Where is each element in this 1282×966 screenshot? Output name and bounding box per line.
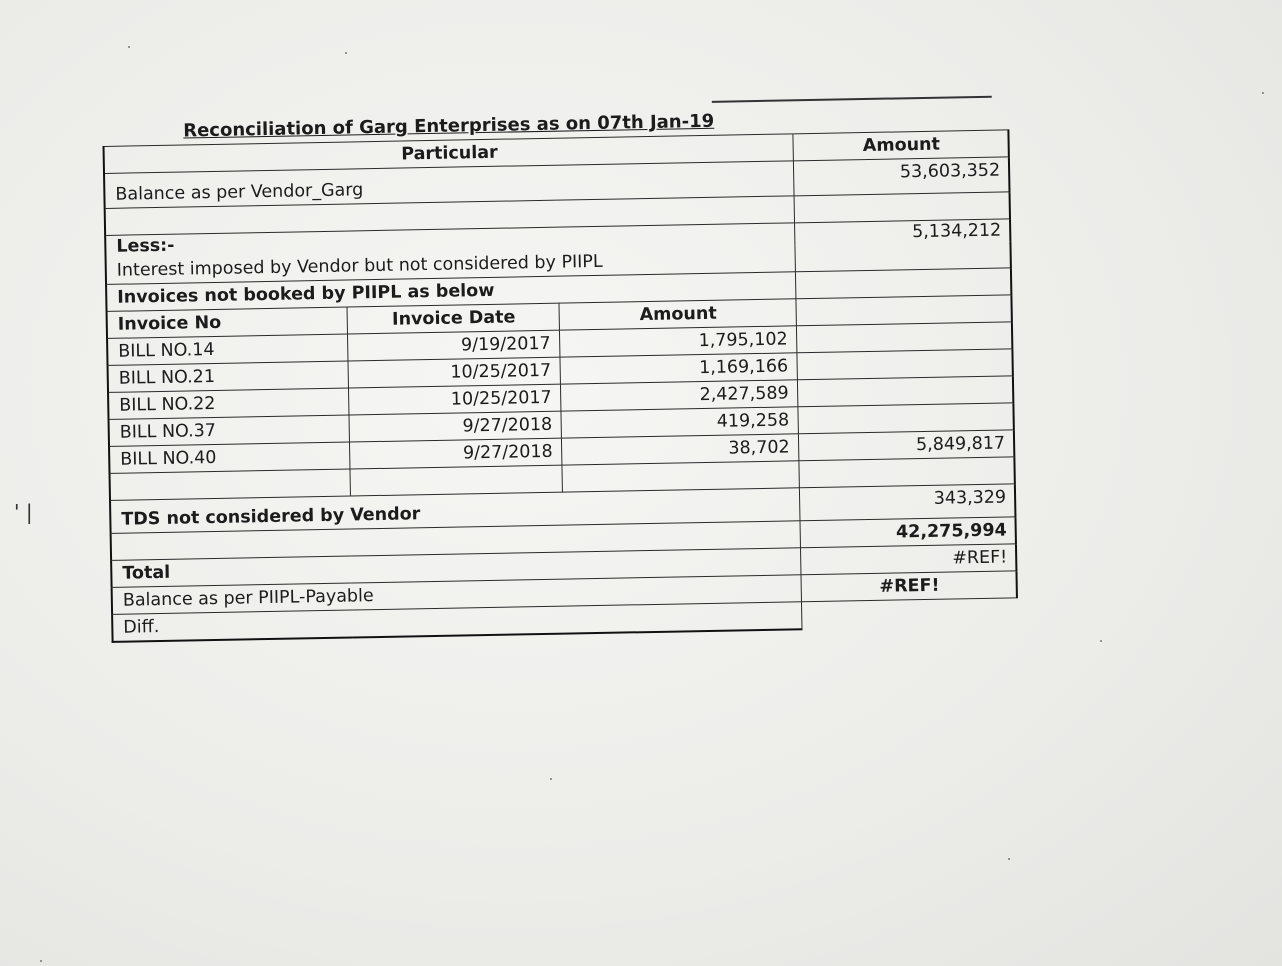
interest-amount: 5,134,212: [794, 219, 1010, 245]
header-amount: Amount: [792, 130, 1008, 161]
invoice-date: 9/19/2017: [347, 330, 559, 361]
reconciliation-table: [102, 101, 1018, 643]
paper-speck: [1100, 640, 1102, 642]
invoice-date-header: Invoice Date: [347, 303, 559, 334]
paper-speck: [128, 46, 130, 48]
document-title: Reconciliation of Garg Enterprises as on 07th Jan-19: [103, 105, 792, 146]
invoice-no: BILL NO.40: [109, 442, 349, 473]
invoice-no: BILL NO.21: [108, 361, 348, 392]
less-label: Less:-: [105, 223, 794, 258]
diff-amount: #REF!: [800, 571, 1016, 602]
reconciliation-document: [102, 101, 1016, 642]
total-label: Total: [111, 548, 800, 588]
invoice-date: 10/25/2017: [347, 357, 559, 388]
paper-speck: [1008, 858, 1010, 860]
invoice-date: 9/27/2018: [349, 438, 561, 469]
paper-speck: [345, 52, 347, 54]
diff-label: Diff.: [112, 602, 801, 642]
tds-amount: 343,329: [799, 484, 1016, 521]
invoice-no-header: Invoice No: [107, 307, 347, 338]
balance-piipl-amount: #REF!: [800, 544, 1016, 575]
invoice-no: BILL NO.37: [109, 415, 349, 446]
invoice-date: 9/27/2018: [348, 411, 560, 442]
invoice-no: BILL NO.14: [107, 334, 347, 365]
paper-speck: [1262, 92, 1264, 94]
invoices-heading: Invoices not booked by PIIPL as below: [106, 272, 795, 312]
invoice-amount: 1,169,166: [559, 353, 796, 384]
invoice-amount-header: Amount: [558, 299, 795, 330]
invoice-amount: 1,795,102: [559, 326, 796, 357]
invoice-no: BILL NO.22: [108, 388, 348, 419]
invoice-amount: 2,427,589: [560, 380, 797, 411]
paper-speck: [550, 778, 552, 780]
paper-speck: [40, 960, 42, 962]
total-amount: 42,275,994: [799, 517, 1015, 548]
invoice-amount: 419,258: [560, 407, 797, 438]
invoices-total: 5,849,817: [798, 430, 1014, 461]
balance-piipl-label: Balance as per PIIPL-Payable: [112, 575, 801, 615]
header-particular: Particular: [104, 134, 793, 174]
invoice-amount: 38,702: [561, 434, 798, 465]
invoice-date: 10/25/2017: [348, 384, 560, 415]
balance-vendor-amount: 53,603,352: [793, 157, 1010, 196]
interest-label: Interest imposed by Vendor but not considered by PIIPL: [106, 245, 795, 284]
margin-mark: ' |: [14, 500, 33, 524]
balance-vendor-label: Balance as per Vendor_Garg: [104, 161, 794, 209]
tds-label: TDS not considered by Vendor: [110, 488, 799, 534]
